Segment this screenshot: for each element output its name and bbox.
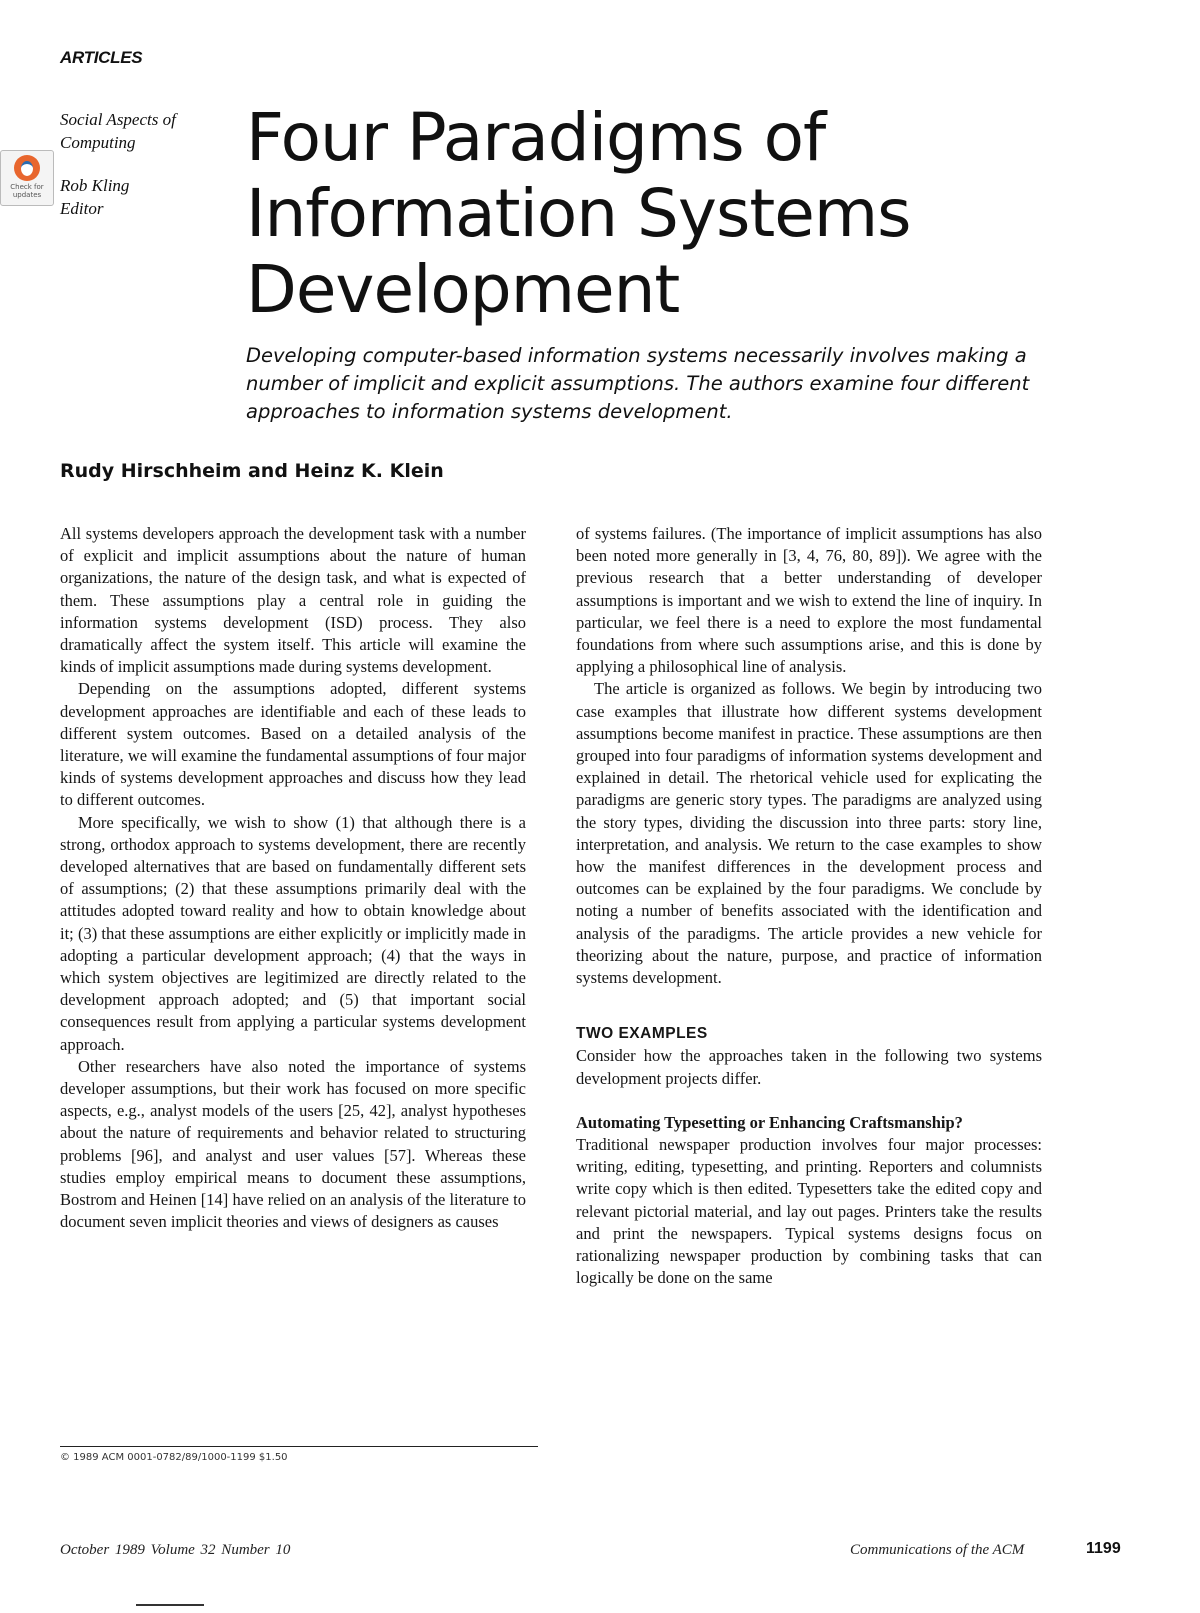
- department-name: Social Aspects of Computing: [60, 110, 176, 152]
- page-number: 1199: [1086, 1540, 1121, 1557]
- section-heading: TWO EXAMPLES: [576, 1025, 708, 1043]
- footnote-rule: [60, 1446, 538, 1447]
- body-column-left: [60, 523, 526, 1234]
- paragraph: Depending on the assumptions adopted, different systems development approaches are identifiable and each of these leads to different system outcomes. Based on a detailed analysis of the literature, we will examine the fundamental assumptions of four major kinds of systems development approaches and discuss how they lead to different outcomes.: [60, 679, 526, 810]
- check-for-updates-label: Check for updates: [10, 183, 44, 199]
- crossmark-icon: [14, 155, 40, 181]
- article-title: [246, 100, 1006, 328]
- divider: [136, 1604, 204, 1606]
- title-line: Four Paradigms of: [246, 99, 826, 176]
- title-line: Information Systems: [246, 175, 911, 252]
- paragraph: of systems failures. (The importance of implicit assumptions has also been noted more generally in [3, 4, 76, 80, 89]). We agree with the previous research that a better understanding of developer assumptions is important and we wish to extend the line of inquiry. In particular, we feel there is a need to explore the most fundamental foundations from where such assumptions arise, and this is done by applying a philosophical line of analysis.: [576, 524, 1042, 677]
- editor-role: Editor: [60, 199, 104, 218]
- check-for-updates-badge[interactable]: [0, 150, 54, 206]
- copyright-notice: © 1989 ACM 0001-0782/89/1000-1199 $1.50: [60, 1452, 288, 1463]
- paragraph: Consider how the approaches taken in the following two systems development projects differ.: [576, 1046, 1042, 1088]
- issue-info: October 1989 Volume 32 Number 10: [60, 1542, 291, 1558]
- editor-name: Rob Kling: [60, 176, 130, 195]
- abstract: Developing computer-based information systems necessarily involves making a number of implicit and explicit assumptions. The authors examine four different approaches to information systems development.: [246, 344, 1030, 423]
- title-line: Development: [246, 251, 680, 328]
- paragraph: More specifically, we wish to show (1) that although there is a strong, orthodox approach to systems development, there are recently developed alternatives that are based on fundamentally different sets of assumptions; (2) that these assumptions primarily deal with the attitudes adopted toward reality and how to obtain knowledge about it; (3) that these assumptions are either explicitly or implicitly made in adopting a particular development approach; (4) that the ways in which system objectives are legitimized are directly related to the development approach adopted; and (5) that important social consequences result from applying a particular systems development approach.: [60, 812, 526, 1054]
- body-column-right: [576, 523, 1042, 1290]
- authors: Rudy Hirschheim and Heinz K. Klein: [60, 460, 444, 482]
- paragraph: The article is organized as follows. We begin by introducing two case examples that illustrate how different systems development assumptions become manifest in practice. These assumptions are then grouped into four paradigms of information systems development and explained in detail. The rhetorical vehicle used for explicating the paradigms are generic story types. The paradigms are analyzed using the story types, dividing the discussion into three parts: story line, interpretation, and analysis. We return to the case examples to show how the manifest differences in the development process and outcomes can be explained by the four paradigms. We conclude by noting a number of benefits associated with the identification and analysis of the paradigms. The article provides a new vehicle for theorizing about the nature, purpose, and practice of information systems development.: [576, 679, 1042, 988]
- paragraph: All systems developers approach the development task with a number of explicit and implicit assumptions about the nature of human organizations, the nature of the design task, and what is expected of them. These assumptions play a central role in guiding the information systems development (ISD) process. They also dramatically affect the system itself. This article will examine the kinds of implicit assumptions made during systems development.: [60, 524, 526, 677]
- department-block: [60, 108, 210, 220]
- subsection-heading: Automating Typesetting or Enhancing Craftsmanship?: [576, 1112, 963, 1132]
- paragraph: Other researchers have also noted the importance of systems developer assumptions, but their work has focused on more specific aspects, e.g., analyst models of the users [25, 42], analyst hypotheses about the nature of requirements and behavior related to structuring problems [96], and analyst and user values [57]. Whereas these studies employ empirical means to document these assumptions, Bostrom and Heinen [14] have relied on an analysis of the literature to document seven implicit theories and views of designers as causes: [60, 1056, 526, 1232]
- journal-name: Communications of the ACM: [850, 1542, 1025, 1558]
- section-label: ARTICLES: [60, 48, 143, 67]
- paragraph: Traditional newspaper production involves four major processes: writing, editing, typesetting, and printing. Reporters and columnists write copy which is then edited. Typesetters take the edited copy and relevant pictorial material, and lay out pages. Printers take the results and print the newspapers. Typical systems designs focus on rationalizing newspaper production by combining tasks that can logically be done on the same: [576, 1135, 1042, 1288]
